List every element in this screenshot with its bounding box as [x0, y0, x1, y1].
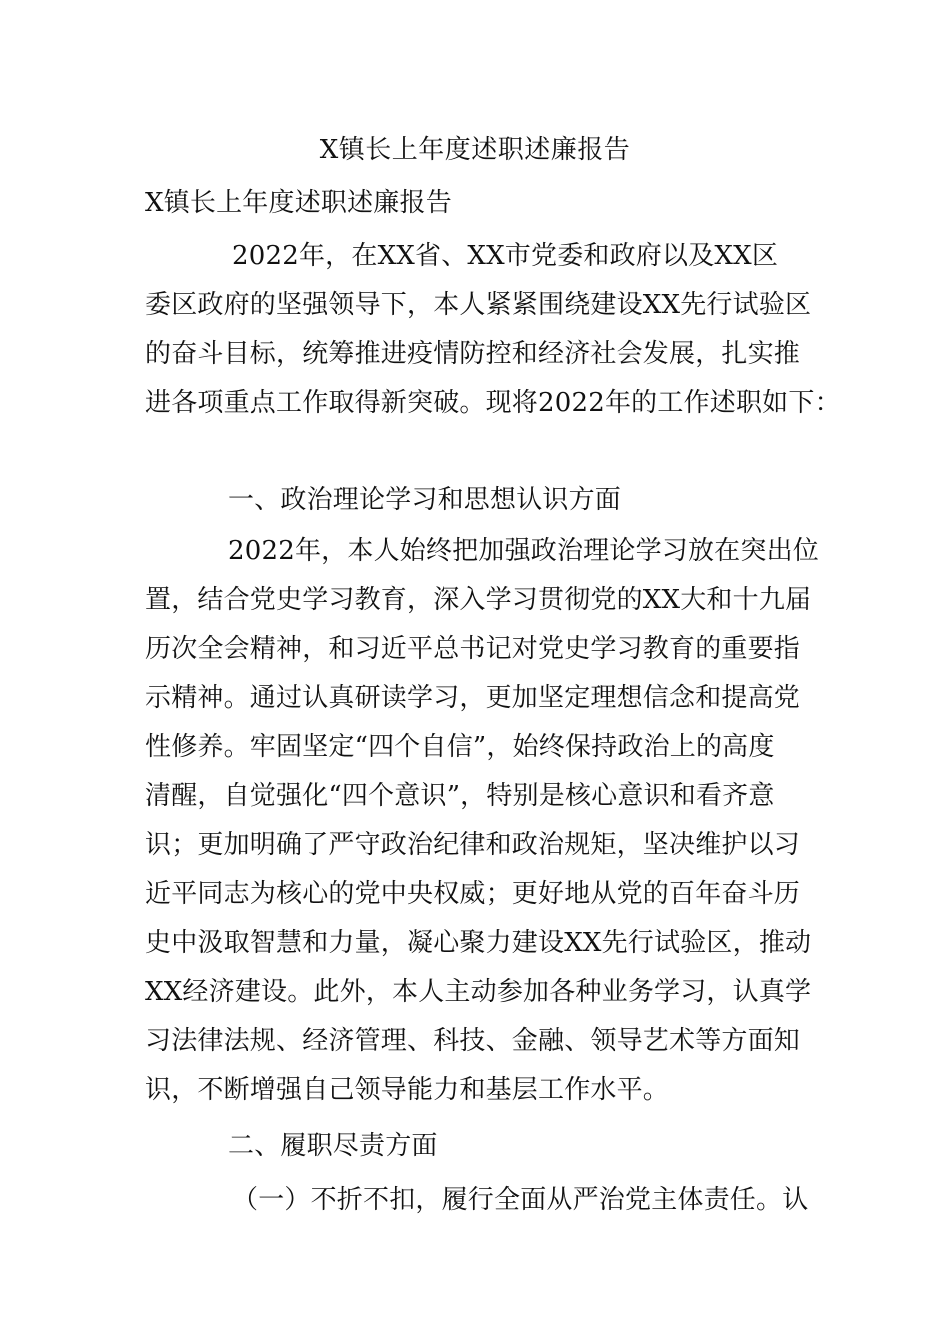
intro-line-3: 的奋斗目标，统筹推进疫情防控和经济社会发展，扎实推	[145, 339, 801, 369]
section1-line-4: 示精神。通过认真研读学习，更加坚定理想信念和提高党	[145, 683, 801, 713]
document-title: X镇长上年度述职述廉报告	[319, 135, 631, 165]
section2-line-1: （一）不折不扣，履行全面从严治党主体责任。认	[232, 1185, 809, 1215]
document-subtitle: X镇长上年度述职述廉报告	[145, 188, 452, 218]
section1-line-9: 史中汲取智慧和力量，凝心聚力建设XX先行试验区，推动	[145, 928, 812, 958]
section1-line-11: 习法律法规、经济管理、科技、金融、领导艺术等方面知	[145, 1026, 801, 1056]
section1-line-6: 清醒，自觉强化“四个意识”，特别是核心意识和看齐意	[145, 781, 775, 811]
section1-line-1: 2022年，本人始终把加强政治理论学习放在突出位	[228, 536, 819, 566]
section1-line-5: 性修养。牢固坚定“四个自信”，始终保持政治上的高度	[145, 732, 775, 762]
intro-line-1: 2022年，在XX省、XX市党委和政府以及XX区	[232, 241, 779, 271]
section1-line-10: XX经济建设。此外，本人主动参加各种业务学习，认真学	[145, 977, 812, 1007]
section1-heading: 一、政治理论学习和思想认识方面	[228, 485, 622, 515]
section1-line-7: 识；更加明确了严守政治纪律和政治规矩，坚决维护以习	[145, 830, 801, 860]
section2-heading: 二、履职尽责方面	[228, 1131, 438, 1161]
intro-line-4: 进各项重点工作取得新突破。现将2022年的工作述职如下：	[145, 388, 841, 418]
section1-line-12: 识，不断增强自己领导能力和基层工作水平。	[145, 1075, 670, 1105]
section1-line-2: 置，结合党史学习教育，深入学习贯彻党的XX大和十九届	[145, 585, 812, 615]
intro-line-2: 委区政府的坚强领导下，本人紧紧围绕建设XX先行试验区	[145, 290, 812, 320]
section1-line-3: 历次全会精神，和习近平总书记对党史学习教育的重要指	[145, 634, 801, 664]
section1-line-8: 近平同志为核心的党中央权威；更好地从党的百年奋斗历	[145, 879, 801, 909]
